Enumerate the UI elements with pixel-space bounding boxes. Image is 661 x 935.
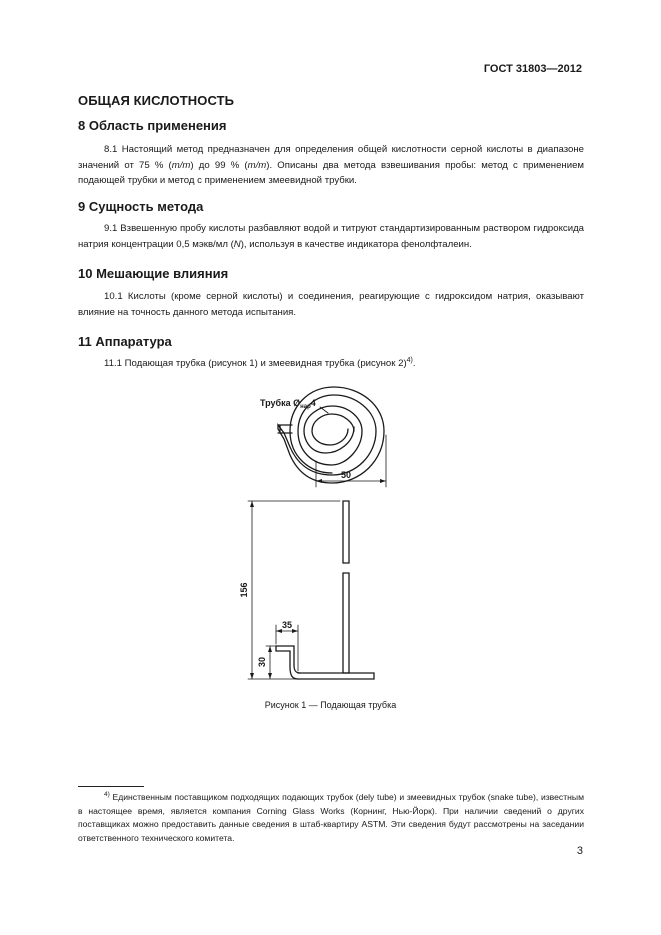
bent-side-arm xyxy=(276,646,300,679)
section-heading-scope: 8 Область применения xyxy=(78,118,227,133)
footnote xyxy=(78,791,584,845)
footnote-reference: 4) xyxy=(406,356,413,364)
paragraph-apparatus-end: . xyxy=(412,358,416,369)
figure-delivery-tube xyxy=(180,385,420,695)
unit-mm-2: m/m xyxy=(247,159,267,171)
unit-mm-1: m/m xyxy=(171,159,191,171)
footnote-text: Единственным поставщиком подходящих подающих трубок (dely tube) и змеевидных трубок (snake tube), известным в настоящее время, является компания Corning Glass Works (Корнинг, Нью-Йорк). При наличии сведений о других поставщиках можно предоставить данные сведения в штаб-квартиру ASTM. Эти сведения будут рассмотрены на заседании ответственного технического комитета. xyxy=(78,792,584,843)
footnote-mark: 4) xyxy=(104,791,110,799)
tube-label-leader xyxy=(320,407,328,413)
tube-label: Трубка $Ø_{нар}4$ xyxy=(260,398,316,410)
spiral-tube-inner xyxy=(312,414,354,445)
paragraph-apparatus xyxy=(78,356,584,372)
paragraph-principle-part-a: 9.1 Взвешенную пробу кислоты разбавляют водой и титруют стандартизированным раствором гидроксида натрия концентрации 0,5 мэкв/мл ( xyxy=(78,223,584,250)
paragraph-principle xyxy=(78,221,584,252)
normality-symbol: N xyxy=(233,238,241,250)
paragraph-principle-part-b: ), используя в качестве индикатора фенолфталеин. xyxy=(240,238,472,250)
paragraph-scope-part-a: 8.1 Настоящий метод предназначен для определения общей кислотности серной кислоты в диапазоне значений от 75 % ( xyxy=(78,144,584,171)
page-number: 3 xyxy=(576,845,583,857)
vertical-tube-lower xyxy=(343,573,349,673)
dim-arm-label: 35 xyxy=(281,620,293,630)
section-heading-interferences: 10 Мешающие влияния xyxy=(78,266,229,281)
dim-width-label: 50 xyxy=(340,470,352,480)
dim-foot-label: 30 xyxy=(257,656,267,668)
bottom-tube xyxy=(298,673,374,679)
document-number: ГОСТ 31803—2012 xyxy=(483,63,582,75)
dim-height-label: 156 xyxy=(239,582,249,598)
paragraph-interferences: 10.1 Кислоты (кроме серной кислоты) и соединения, реагирующие с гидроксидом натрия, оказывают влияние на точность данного метода испытания. xyxy=(78,291,584,318)
section-heading-apparatus: 11 Аппаратура xyxy=(78,334,172,349)
page-title: ОБЩАЯ КИСЛОТНОСТЬ xyxy=(78,93,235,108)
section-heading-principle: 9 Сущность метода xyxy=(78,199,204,214)
paragraph-scope-part-c: ). Описаны два метода взвешивания пробы: метод с применением подающей трубки и метод с применением змеевидной трубки. xyxy=(78,159,585,187)
vertical-tube-upper xyxy=(343,501,349,563)
figure-caption: Рисунок 1 — Подающая трубка xyxy=(264,700,397,710)
footnote-separator xyxy=(78,786,144,787)
paragraph-scope xyxy=(78,142,584,189)
paragraph-scope-part-b: ) до 99 % ( xyxy=(190,159,248,171)
paragraph-apparatus-text: 11.1 Подающая трубка (рисунок 1) и змеевидная трубка (рисунок 2) xyxy=(104,358,407,369)
